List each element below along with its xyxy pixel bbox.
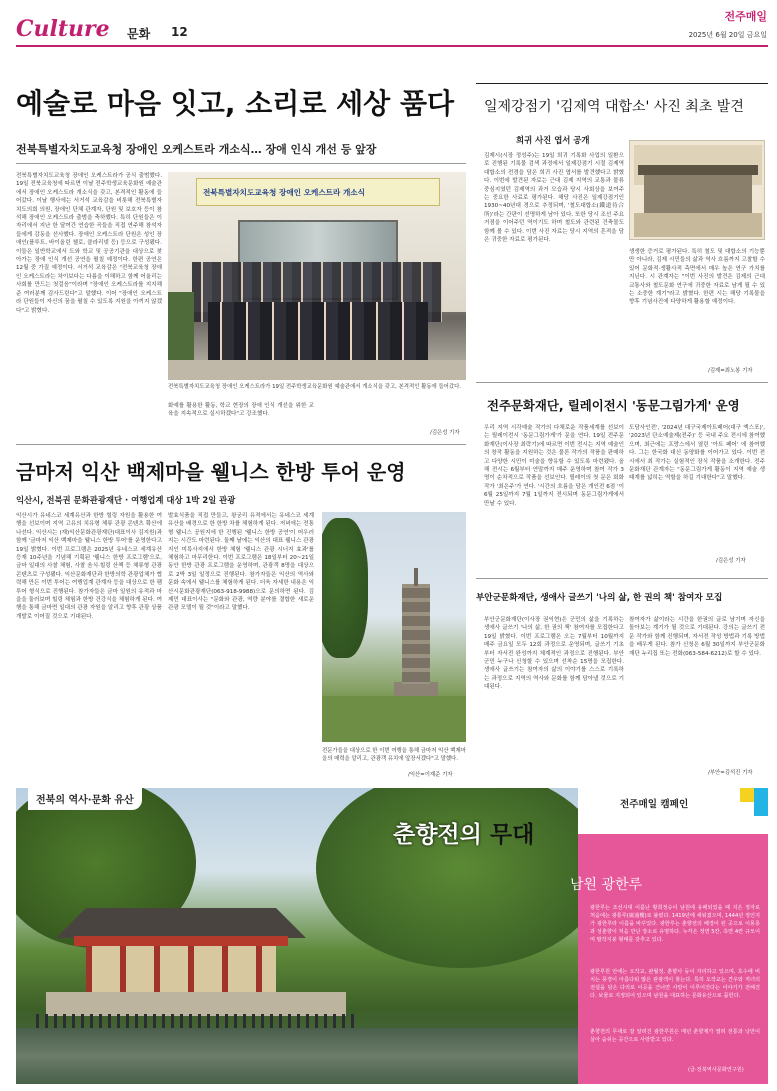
article2-headline: 일제강점기 '김제역 대합소' 사진 최초 발견 xyxy=(484,99,744,115)
pavilion-eaves xyxy=(74,936,288,946)
article4-subhead: 익산시, 전북권 문화관광재단 · 여행업계 대상 1박 2일 관광 xyxy=(16,495,236,505)
issue-date: 2025년 6월 20일 금요일 xyxy=(688,31,767,39)
pagoda-base xyxy=(394,682,438,696)
people-row-front xyxy=(208,302,428,362)
article3-byline: /김은성 기자 xyxy=(716,558,746,564)
section-ko: 문화 xyxy=(127,27,151,41)
postcard-roof xyxy=(638,165,758,175)
feature-byline: (글·전북역사문화연구원) xyxy=(688,1067,744,1073)
article3-body-right: 도담사인전', '2024년 대구국제아트페어(대구 엑스포)', '2023년 단소예술제(전주)' 등 국내 주요 전시에 참여했으며, 최근에는 프랑스에서 열린 '아트 페어' 에 참여했다. 그는 한국화 대신 동양화를 이어가고 있다. 이번 전시에서 최 작가는 실험적인 장식 작품을 소개한다. 전주문화재단 관계자는 "동문그림가게 활동이 지역 예술 생태계를 넓히는 역할을 하길 기대한다"고 말했다. xyxy=(629,425,765,482)
article1-body2: 화예를 활용한 활동, 학교 현장의 장애 인식 개선을 위한 교육을 지속적으로 실시하겠다"고 강조했다. xyxy=(168,403,314,418)
postcard-building xyxy=(644,171,752,213)
article4-body: 익산시가 유네스코 세계유산과 한방 힐링 자원을 활용한 여행을 선보이며 지역 고유의 치유형 체류 관광 콘텐츠 확산에 나선다. 익산시는 (재)익산문화관광재단(대표이사 김지원)과 함께 '금마저 익산 백제마을 웰니스 한방 투어'를 운영한다고 19일 밝혔다. 이번 프로그램은 2025년 유네스코 세계유산 등재 10주년을 기념해 기획된 '웰니스 한방 프로그램'으로, 금마 일대의 사찰 체험, 사찰 음식·힐링 산책 등 체류형 관광 콘텐츠로 구성됐다. 익산문화재단과 한방의학 관광업체가 협력해 만든 이번 투어는 여행업계 관계자 등을 대상으로 한 팸투어 형식으로 진행된다. 참가자들은 금마 일원의 유적과 마을을 둘러보며 힐링 체험과 한방 건강식을 체험하게 된다. 여행을 통해 금마면 일대의 관광 자원을 알리고 향후 관광 상품 개발로 이어질 것으로 기대된다. xyxy=(16,513,162,620)
page-number: 12 xyxy=(171,25,188,39)
article5-top-rule xyxy=(476,578,768,579)
feature-title-pre: 춘향전의 xyxy=(393,822,490,848)
tree-left xyxy=(322,518,368,658)
article5-byline: /부안=김석진 기자 xyxy=(708,770,753,776)
feature-body3: 춘향전의 무대로 잘 알려진 광한루원은 매년 춘향제가 열려 전통과 낭만이 살아 숨쉬는 공간으로 사랑받고 있다. xyxy=(590,1029,760,1043)
article1-headline: 예술로 마음 잇고, 소리로 세상 품다 xyxy=(16,87,455,120)
deco-yellow xyxy=(740,788,754,802)
pagoda-spire xyxy=(414,568,418,586)
article5-body: 부안군문화재단(이사장 권익현)은 군민의 삶을 기록하는 생애사 글쓰기 '나의 삶, 한 권의 책' 참여자를 모집한다고 19일 밝혔다. 이번 프로그램은 오는 7월부터 10월까지 매주 금요일 모두 12회 과정으로 운영되며, 글쓰기 기초부터 자서전 완성까지 체계적인 과정으로 진행된다. 부안군민 누구나 신청할 수 있으며 선착순 15명을 모집한다. 생애사 글쓰기는 참여자의 삶의 이야기를 스스로 기록하는 과정으로 지역의 역사와 문화를 함께 담아낼 것으로 기대된다. xyxy=(484,617,624,691)
article4-byline: /익산=이재준 기자 xyxy=(408,772,453,778)
article1-caption: 전북특별자치도교육청 장애인 오케스트라가 19일 전주학생교육문화원 예술관에서 개소식을 갖고, 본격적인 활동에 들어갔다. xyxy=(168,384,461,390)
article4-headline: 금마저 익산 백제마을 웰니스 한방 투어 운영 xyxy=(16,460,406,484)
feature-body2: 광한루원 안에는 오작교, 완월정, 춘향사 등이 자리하고 있으며, 호수에 비치는 풍경이 아름다워 많은 관광객이 찾는다. 특히 오작교는 견우와 직녀의 전설을 담은 다리로 이곳을 건너면 사랑이 이루어진다는 이야기가 전해진다. 보물로 지정되어 있으며 남원을 대표하는 문화유산으로 꼽힌다. xyxy=(590,969,760,999)
article1-body: 전북특별자치도교육청 장애인 오케스트라가 공식 출범했다. 19일 전북교육청에 따르면 이날 전주학생교육문화원 예술관에서 장애인 오케스트라 개소식을 갖고, 본격적인 활동에 들어갔다. 이날 행사에는 서거석 교육감을 비롯해 전북특별자치도의회 의원, 장애인 단체 관계자, 단원 및 보호자 등이 참석해 장애인 오케스트라 출범을 축하했다. 특히 단원들은 이 자리에서 지난 한 달여간 연습한 곡들을 직접 연주해 참석자들에게 감동을 선사했다. 장애인 오케스트라 단원은 성인 장애인(플루트, 바이올린 첼로, 클라리넷 등) 등으로 구성됐다. 이들은 일반학교에서 도와 학교 및 공공기관을 대상으로 찾아가는 장애 인식 개선 공연을 펼칠 예정이다. 한편 공연은 12월 중 가질 예정이다. 서거석 교육감은 "전북교육청 장애인 오케스트라는 차이보다는 다름을 이해하고 함께 어울리는 사회를 만드는 첫걸음"이라며 "장애인 오케스트라를 지지해준 여러분께 감사드린다"고 말했다. 이어 "장애인 오케스트라 단원들이 자신의 꿈을 펼칠 수 있도록 지원을 아끼지 않겠다"고 밝혔다. xyxy=(16,173,162,314)
orchestra-photo xyxy=(168,172,466,380)
article4-caption: 전문가들을 대상으로 한 이번 여행을 통해 금마저 익산 백제마을의 매력을 알리고, 관광객 유치에 앞장서겠다"고 말했다. xyxy=(322,748,466,762)
series-tag-text: 전북의 역사·문화 유산 xyxy=(36,795,134,806)
pavilion-roof xyxy=(56,908,306,938)
paper-name: 전주매일 xyxy=(724,10,767,23)
banner-text: 전북특별자치도교육청 장애인 오케스트라 개소식 xyxy=(203,188,365,197)
banner xyxy=(196,178,440,206)
article1-divider xyxy=(16,163,466,164)
campaign-label: 전주매일 캠페인 xyxy=(620,799,689,810)
pavilion-body xyxy=(86,946,276,992)
article2-subhead: 희귀 사진 엽서 공개 xyxy=(516,135,590,145)
article4-top-rule xyxy=(16,444,466,445)
station-postcard xyxy=(629,140,765,240)
feature-body: 광한루는 조선시대 이름난 황희정승이 남원에 유배되었을 때 지은 정자로 처음에는 광통루(廣通樓)로 불렸다. 1419년에 세워졌으며, 1444년 정인지가 광한루라 이름을 바꾸었다. 광한루는 춘향전의 배경이 된 곳으로 이몽룡과 성춘향이 처음 만난 장소로 유명하다. 누각은 정면 5칸, 측면 4칸 규모이며 팔작지붕 형태를 갖추고 있다. xyxy=(590,905,760,943)
pond xyxy=(16,1028,578,1084)
pagoda-photo xyxy=(322,512,466,742)
article2-body-right: 생생한 증거로 평가된다. 특히 철도 및 대합소의 기능뿐만 아니라, 김제 시민들의 삶과 역사 흐름까지 고찰할 수 있어 문화적·생활사적 측면에서 매우 높은 연구 가치를 지닌다. 시 관계자는 "이번 사진의 발견은 김제의 근대 교통사와 철도문화 연구에 귀중한 자료로 남게 될 수 있는 소중한 계기"라고 밝혔다. 한편 시는 해당 기록물을 향후 기념사진에 다양하게 활용할 예정이다. xyxy=(629,249,765,306)
pagoda-body xyxy=(402,584,430,684)
pavilion-stone-base xyxy=(46,992,346,1016)
masthead-rule xyxy=(16,45,768,47)
article5-body-right: 참여자가 삶이라는 시간을 한권의 글로 남기며 자신을 돌아보는 계기가 될 것으로 기대된다. 강의는 글쓰기 전문 작가와 함께 진행되며, 자서전 작성 방법과 기록 방법을 배우게 된다. 참가 신청은 6월 30일까지 부안군문화재단 누리집 또는 전화(063-584-6212)로 할 수 있다. xyxy=(629,617,765,657)
feature-title-emph: 무대 xyxy=(489,822,535,848)
title-card xyxy=(393,816,593,849)
feature-sidebar xyxy=(570,788,768,1084)
article4-body-mid: 발효식품을 직접 만들고, 왕궁리 유적에서는 유네스코 세계유산을 배경으로 한 한방 차를 체험하게 된다. 저녁에는 전통형 웰니스 공원지에 한 진행된 '웰니스 한방 공연'이 어우러지는 시간도 마련된다. 둘째 날에는 익산의 대표 웰니스 관광지인 미륵사지에서 한방 체험 '웰니스 관광 시너지 효과'를 체험하고 마무리한다. 이번 프로그램은 18일부터 20~21일 동안 한방 관광 프로그램을 운영하며, 관광객 8명을 대상으로 2박 3일 일정으로 진행된다. 참가자들은 익산의 역사와 문화 속에서 웰니스를 체험하게 된다. 더욱 자세한 내용은 익산시문화관광재단(063-918-9988)으로 문의하면 된다. 김제민 대표이사는 "문화와 관광, 역량 분야를 결합한 새로운 관광 모델이 될 것"이라고 말했다. xyxy=(168,513,314,612)
article2-body: 김제시(시장 정성주)는 19일 희귀 기록화 사업의 일환으로 진행된 기록물 검색 과정에서 일제강점기 시절 김제역 대합소의 전경을 담은 희귀 사진 엽서를 발견했다고 밝혔다. 이번에 발견된 자료는 근대 김제 지역의 교통과 물류 중심지였던 김제역의 과거 모습과 당시 사회상을 보여주는 중요한 사료로 평가된다. 해당 사진은 일제강점기인 1930~40년대 경으로 추정되며, '철도대합소(鐵道待合所)'라는 간판이 선명하게 남아 있다. 또한 당시 조선 주요 거점을 이어주던 역이기도 하며 철도와 관련된 건축물도 함께 볼 수 있다. 이번 사진 자료는 당시 지역의 흔적을 담은 귀중한 자료로 평가된다. xyxy=(484,153,624,244)
article2-byline: /김제=최노봉 기자 xyxy=(708,368,753,374)
postcard-ground xyxy=(634,213,762,237)
article1-byline: /김은성 기자 xyxy=(430,430,460,436)
article2-top-rule xyxy=(476,83,768,84)
series-tag xyxy=(28,788,142,810)
article3-body: 우리 지역 시각예술 작가의 다채로운 작품세계를 선보이는 릴레이전시 '동문그림가게'가 문을 연다. 19일 전주문화재단(이사장 최락기)에 따르면 이번 전시는 지역 예술인의 창작 활동을 지원하는 것은 물론 작가의 작품을 판매하고 다양한 시민이 미술을 향유할 수 있도록 마련됐다. 올해 전시는 6월부터 연말까지 매주 운영하며 참여 작가 3명이 순차적으로 작품을 선보인다. 릴레이의 첫 문은 회화작가 '최은주'가 연다. '시간의 흐름을 담은 개인전 6점 '이 6월 25일까지 7월 1일까지 전시되며 동문그림가게에서 만날 수 있다. xyxy=(484,425,624,507)
lawn xyxy=(322,696,466,742)
steps xyxy=(168,360,466,380)
masthead xyxy=(0,0,777,50)
deco-cyan xyxy=(754,788,768,816)
article5-headline: 부안군문화재단, 생애사 글쓰기 '나의 삶, 한 권의 책' 참여자 모집 xyxy=(476,593,723,603)
tree-canopy-right xyxy=(316,788,578,968)
article3-top-rule xyxy=(476,382,768,383)
feature-subtitle: 남원 광한루 xyxy=(570,877,643,893)
section-en: Culture xyxy=(16,16,110,42)
article3-headline: 전주문화재단, 릴레이전시 '동문그림가게' 운영 xyxy=(487,398,740,413)
article1-subhead: 전북특별자치도교육청 장애인 오케스트라 개소식… 장애 인식 개선 등 앞장 xyxy=(16,143,377,156)
